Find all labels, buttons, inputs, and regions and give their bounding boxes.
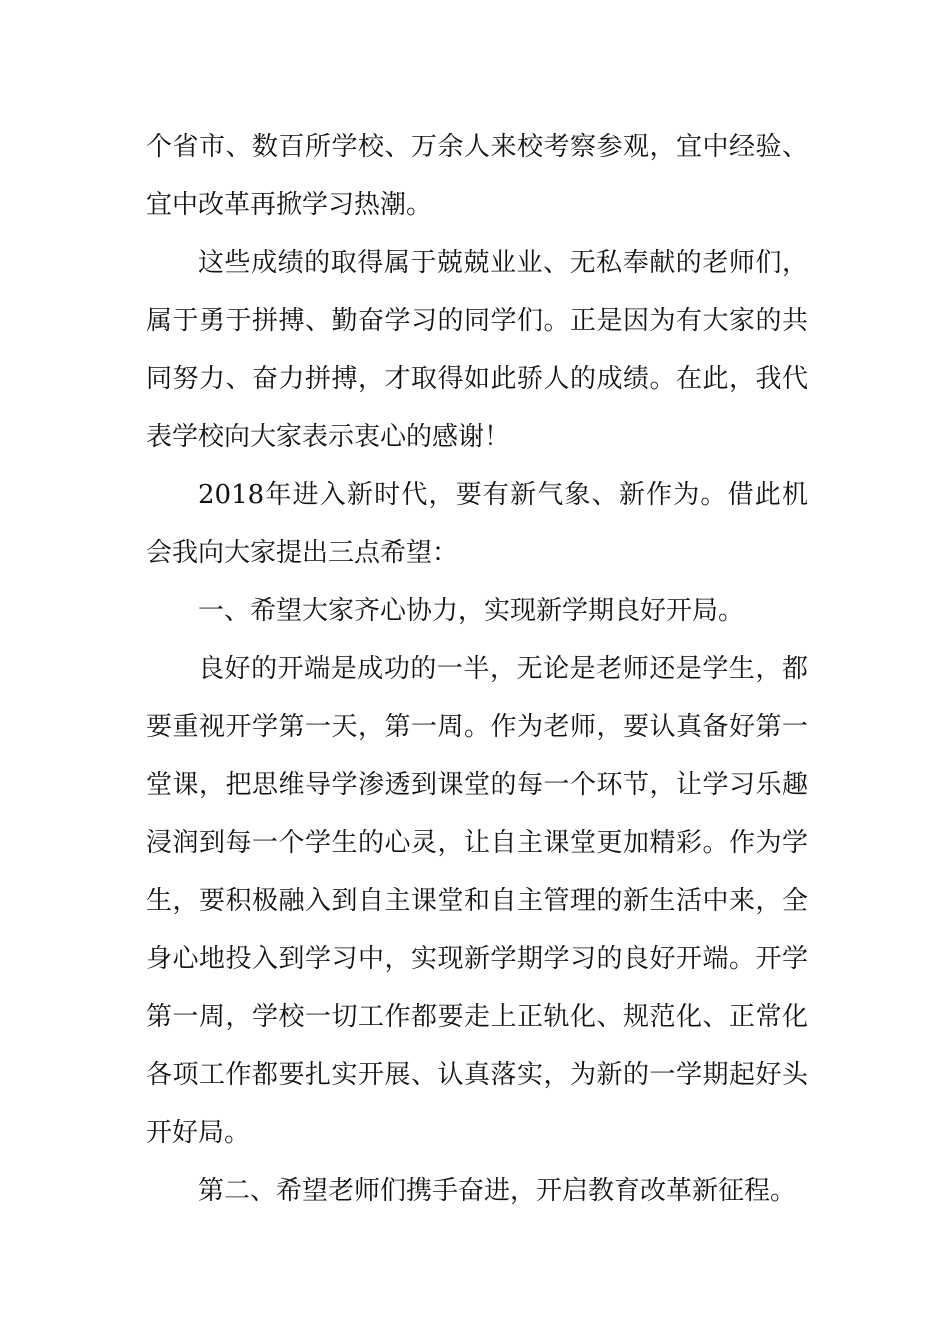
paragraph-6: 第二、希望老师们携手奋进，开启教育改革新征程。 xyxy=(198,1176,797,1206)
paragraph-4: 一、希望大家齐心协力，实现新学期良好开局。 xyxy=(198,596,745,626)
document-body xyxy=(146,118,808,1220)
paragraph-2: 这些成绩的取得属于兢兢业业、无私奉献的老师们，属于勇于拼搏、勤奋学习的同学们。正是因为有大家的共同努力、奋力拼搏，才取得如此骄人的成绩。在此，我代表学校向大家表示衷心的感谢！ xyxy=(146,248,808,452)
paragraph-1: 个省市、数百所学校、万余人来校考察参观，宜中经验、宜中改革再掀学习热潮。 xyxy=(146,132,808,220)
paragraph-3: 2018年进入新时代，要有新气象、新作为。借此机会我向大家提出三点希望： xyxy=(146,480,808,568)
paragraph-5: 良好的开端是成功的一半，无论是老师还是学生，都要重视开学第一天，第一周。作为老师，要认真备好第一堂课，把思维导学渗透到课堂的每一个环节，让学习乐趣浸润到每一个学生的心灵，让自主课堂更加精彩。作为学生，要积极融入到自主课堂和自主管理的新生活中来，全身心地投入到学习中，实现新学期学习的良好开端。开学第一周，学校一切工作都要走上正轨化、规范化、正常化各项工作都要扎实开展、认真落实，为新的一学期起好头开好局。 xyxy=(146,654,808,1148)
